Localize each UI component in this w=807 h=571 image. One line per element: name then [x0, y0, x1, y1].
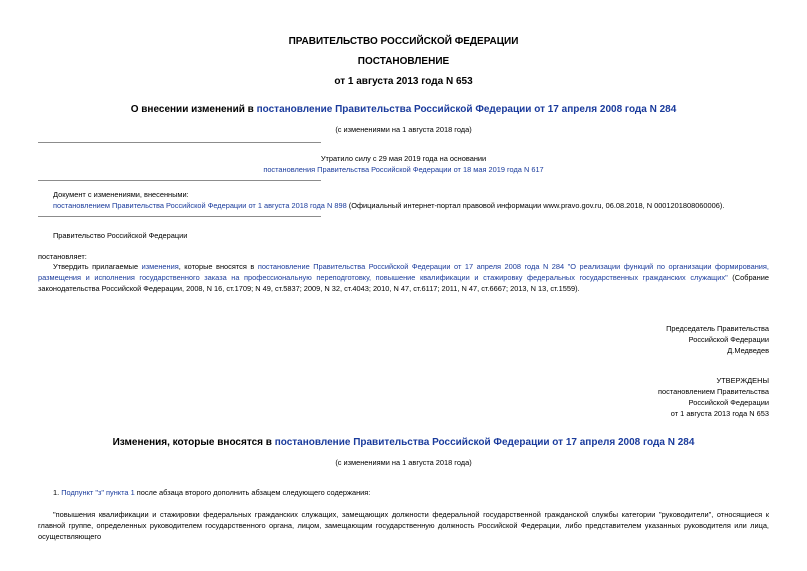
decides: постановляет: — [38, 252, 87, 261]
title-link[interactable]: постановление Правительства Российской Федерации от 17 апреля 2008 года N 284 — [256, 104, 677, 115]
approved-line-4: от 1 августа 2013 года N 653 — [670, 409, 769, 418]
title-edition: (с изменениями на 1 августа 2018 года) — [335, 125, 472, 134]
item-1 — [53, 487, 370, 498]
amendments-line — [53, 200, 724, 211]
amendments-link[interactable]: постановлением Правительства Российской Федерации от 1 августа 2018 года N 898 — [53, 201, 347, 210]
signature-line-2: Российской Федерации — [688, 335, 769, 344]
p1-decree-link[interactable]: постановление Правительства Российской Федерации от 17 апреля 2008 года N 284 "О реализации функций по организации формирования, размещения и исполнения государственного заказа на профессиональную переподготовку, повышение квалификации и стажировку федеральных государственных гражданских служащих" — [38, 262, 769, 282]
signature-line-1: Председатель Правительства — [666, 324, 769, 333]
item-1-link[interactable]: Подпункт "з" пункта 1 — [61, 488, 135, 497]
issuer: Правительство Российской Федерации — [53, 231, 188, 240]
changes-link[interactable]: постановление Правительства Российской Федерации от 17 апреля 2008 года N 284 — [274, 437, 695, 448]
amendments-label: Документ с изменениями, внесенными: — [53, 190, 189, 199]
p1-text-a: Утвердить прилагаемые — [53, 262, 142, 271]
government-heading: ПРАВИТЕЛЬСТВО РОССИЙСКОЙ ФЕДЕРАЦИИ — [288, 36, 519, 47]
changes-prefix: Изменения, которые вносятся в — [112, 437, 275, 448]
title-prefix: О внесении изменений в — [130, 104, 257, 115]
item-1-text: после абзаца второго дополнить абзацем следующего содержания: — [134, 488, 371, 497]
changes-title — [0, 437, 807, 448]
p1-text-b: , которые вносятся в — [178, 262, 258, 271]
document-title — [0, 104, 807, 115]
approved-line-2: постановлением Правительства — [658, 387, 769, 396]
doc-type-heading: ПОСТАНОВЛЕНИЕ — [357, 56, 450, 67]
paragraph-1 — [38, 261, 769, 294]
item-1-number: 1. — [53, 488, 62, 497]
amendments-source: (Официальный интернет-портал правовой информации www.pravo.gov.ru, 06.08.2018, N 0001201808060006). — [346, 201, 725, 210]
changes-edition: (с изменениями на 1 августа 2018 года) — [335, 458, 472, 467]
approved-line-1: УТВЕРЖДЕНЫ — [716, 376, 769, 385]
p1-changes-link[interactable]: изменения — [141, 262, 179, 271]
expired-link[interactable]: постановления Правительства Российской Федерации от 18 мая 2019 года N 617 — [263, 165, 544, 174]
divider — [38, 180, 321, 181]
quote-paragraph: "повышения квалификации и стажировки федеральных гражданских служащих, замещающих должности федеральной государственной гражданской службы категории "руководители", относящиеся к главной группе, определенных руководителем государственного органа, лицом, замещающим государственную должность Российской Федерации, либо представителем указанных руководителя или лица, осуществляющего — [38, 510, 769, 541]
signature-name: Д.Медведев — [727, 346, 769, 355]
p1-text-c: (Собрание законодательства Российской Федерации, 2008, N 16, ст.1709; N 49, ст.5837; 2009, N 32, ст.4043; 2010, N 47, ст.6117; 2011, N 47, ст.6667; 2013, N 13, ст.1559). — [38, 273, 769, 293]
approved-line-3: Российской Федерации — [688, 398, 769, 407]
expired-line: Утратило силу с 29 мая 2019 года на основании — [320, 154, 487, 163]
divider — [38, 142, 321, 143]
doc-date-heading: от 1 августа 2013 года N 653 — [334, 76, 473, 87]
divider — [38, 216, 321, 217]
